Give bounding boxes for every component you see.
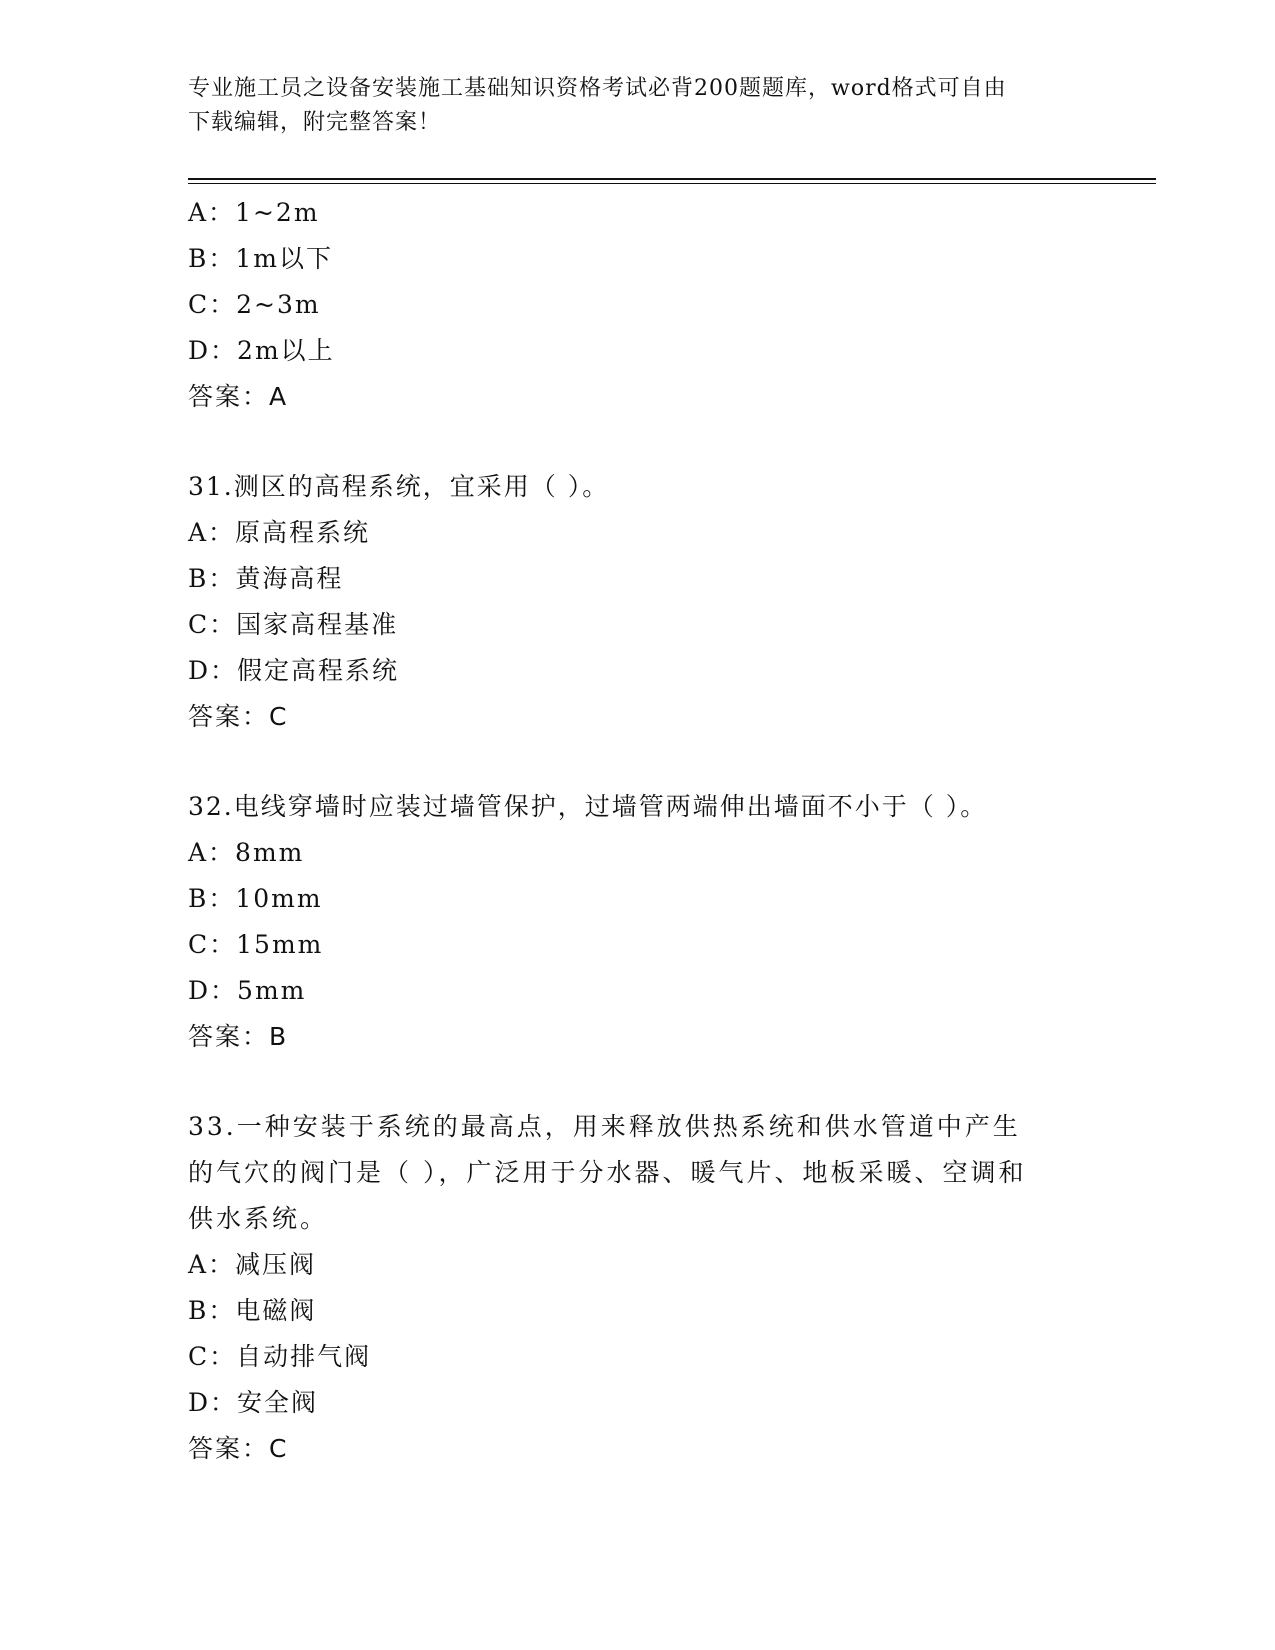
answer-line: 答案：B xyxy=(188,1022,289,1051)
question-text: 32.电线穿墙时应装过墙管保护，过墙管两端伸出墙面不小于（ ）。 xyxy=(188,792,988,821)
option-c: C：自动排气阀 xyxy=(188,1342,372,1371)
option-a: A：减压阀 xyxy=(188,1250,317,1279)
answer-line: 答案：C xyxy=(188,1434,289,1463)
answer-line: 答案：C xyxy=(188,702,289,731)
question-block-31 xyxy=(188,464,1088,740)
option-c: C：15mm xyxy=(188,930,324,959)
option-b: B：黄海高程 xyxy=(188,564,344,593)
answer-line: 答案：A xyxy=(188,382,289,411)
option-b: B：10mm xyxy=(188,884,323,913)
option-d: D：2m以上 xyxy=(188,336,335,365)
option-b: B：1m以下 xyxy=(188,244,333,273)
option-c: C：2~3m xyxy=(188,290,321,319)
question-text: 33.一种安装于系统的最高点，用来释放供热系统和供水管道中产生的气穴的阀门是（ ），广泛用于分水器、暖气片、地板采暖、空调和供水系统。 xyxy=(188,1112,1027,1233)
header-divider-thick xyxy=(188,178,1156,180)
header-divider-thin xyxy=(188,183,1156,184)
question-block-32 xyxy=(188,784,1088,1060)
option-a: A：原高程系统 xyxy=(188,518,371,547)
option-b: B：电磁阀 xyxy=(188,1296,317,1325)
document-header xyxy=(188,72,1088,140)
question-text: 31.测区的高程系统，宜采用（ ）。 xyxy=(188,472,610,501)
header-line-1: 专业施工员之设备安装施工基础知识资格考试必背200题题库，word格式可自由 xyxy=(188,76,1007,101)
question-block-30 xyxy=(188,190,1088,420)
question-list xyxy=(188,190,1088,1472)
header-line-2: 下载编辑，附完整答案！ xyxy=(188,110,442,135)
option-a: A：1~2m xyxy=(188,198,320,227)
option-d: D：安全阀 xyxy=(188,1388,319,1417)
option-c: C：国家高程基准 xyxy=(188,610,399,639)
option-d: D：假定高程系统 xyxy=(188,656,400,685)
option-a: A：8mm xyxy=(188,838,305,867)
question-block-33 xyxy=(188,1104,1088,1472)
option-d: D：5mm xyxy=(188,976,307,1005)
